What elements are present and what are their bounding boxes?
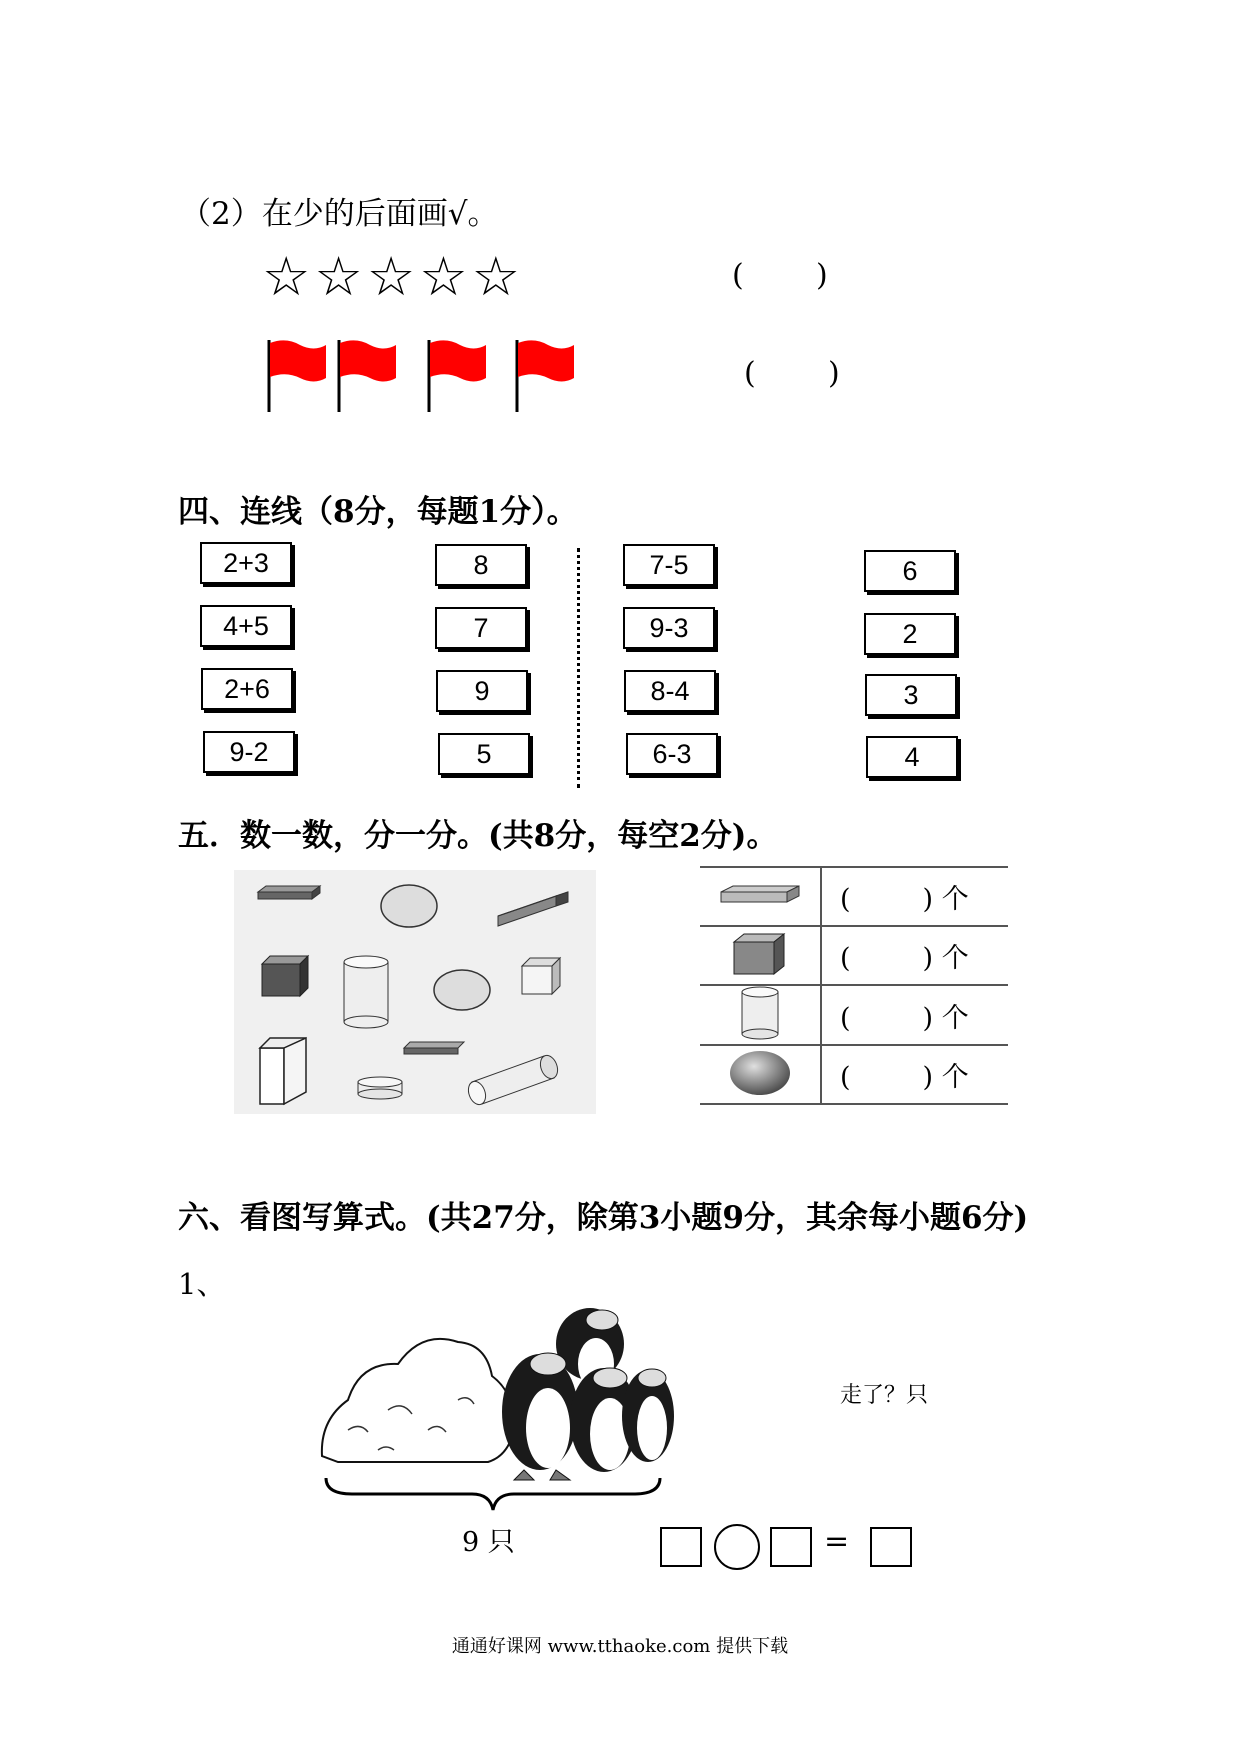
cylinder-icon bbox=[344, 956, 388, 1028]
stars-answer-paren-close: ) bbox=[816, 258, 828, 293]
section4-title: 四、连线（8分，每题1分）。 bbox=[178, 494, 578, 530]
cylinder-short-icon bbox=[358, 1077, 402, 1099]
count-unit: 个 bbox=[941, 884, 969, 915]
section6-title: 六、看图写算式。(共27分，除第3小题9分，其余每小题6分) bbox=[178, 1200, 1029, 1236]
answer-box[interactable]: 6 bbox=[864, 550, 956, 592]
cube-icon bbox=[262, 956, 308, 996]
count-paren-close: ) bbox=[922, 943, 934, 974]
count-paren-open: ( bbox=[840, 943, 851, 974]
answer-box[interactable]: 7 bbox=[435, 607, 527, 649]
flags-answer-paren-close: ) bbox=[828, 356, 840, 391]
flag-icon bbox=[266, 340, 328, 412]
expr-box[interactable]: 4+5 bbox=[200, 605, 292, 647]
count-row bbox=[700, 926, 1008, 985]
count-unit: 个 bbox=[941, 943, 969, 974]
cylinder-lying-icon bbox=[465, 1053, 560, 1107]
expr-box[interactable]: 9-3 bbox=[623, 607, 715, 649]
answer-box[interactable]: 5 bbox=[438, 733, 530, 775]
count-paren-close: ) bbox=[922, 884, 934, 915]
answer-box[interactable]: 9 bbox=[436, 670, 528, 712]
answer-square[interactable] bbox=[870, 1527, 912, 1567]
stars-answer-paren-open: ( bbox=[732, 258, 744, 293]
cylinder-icon bbox=[738, 986, 782, 1040]
footer-text: 通通好课网 www.tthaoke.com 提供下载 bbox=[451, 1636, 789, 1657]
cuboid-long-icon bbox=[498, 892, 568, 926]
flag-icon bbox=[426, 340, 488, 412]
flag-icon bbox=[514, 340, 576, 412]
expr-box[interactable]: 2+6 bbox=[201, 668, 293, 710]
count-paren-open: ( bbox=[840, 1062, 851, 1093]
curly-brace bbox=[322, 1476, 664, 1512]
penguin-icon bbox=[502, 1353, 578, 1480]
penguins-snow-illustration bbox=[318, 1280, 678, 1484]
divider-dashed bbox=[577, 548, 580, 788]
count-paren-close: ) bbox=[922, 1062, 934, 1093]
flag-icon bbox=[336, 340, 398, 412]
expr-box[interactable]: 6-3 bbox=[626, 733, 718, 775]
expr-box[interactable]: 7-5 bbox=[623, 544, 715, 586]
count-paren-open: ( bbox=[840, 884, 851, 915]
sphere-icon bbox=[727, 1048, 793, 1098]
cuboid-tall-icon bbox=[260, 1038, 306, 1104]
count-paren-open: ( bbox=[840, 1002, 851, 1034]
count-row bbox=[700, 1045, 1008, 1104]
count-row bbox=[700, 985, 1008, 1045]
cuboid-flat-icon bbox=[258, 886, 320, 899]
expr-box[interactable]: 2+3 bbox=[200, 542, 292, 584]
cube-icon bbox=[522, 958, 560, 994]
cuboid-flat-icon bbox=[404, 1042, 464, 1054]
answer-box[interactable]: 4 bbox=[866, 736, 958, 778]
answer-box[interactable]: 3 bbox=[865, 674, 957, 716]
answer-box[interactable]: 2 bbox=[864, 613, 956, 655]
problem-number: 1、 bbox=[178, 1267, 226, 1301]
sphere-icon bbox=[381, 885, 437, 927]
operator-circle[interactable] bbox=[714, 1524, 760, 1570]
count-unit: 个 bbox=[941, 1062, 969, 1093]
count-paren-close: ) bbox=[922, 1002, 934, 1034]
question-label: 走了？只 bbox=[840, 1383, 929, 1408]
penguin-icon bbox=[622, 1369, 674, 1462]
count-row bbox=[700, 867, 1008, 926]
count-unit: 个 bbox=[941, 1002, 969, 1034]
equals-sign: = bbox=[824, 1524, 850, 1559]
sphere-icon bbox=[434, 970, 490, 1010]
cuboid-flat-icon bbox=[715, 880, 805, 910]
answer-square[interactable] bbox=[770, 1527, 812, 1567]
expr-box[interactable]: 8-4 bbox=[624, 670, 716, 712]
stars-row: ☆☆☆☆☆ bbox=[262, 245, 525, 308]
part2-title: （2）在少的后面画√。 bbox=[180, 196, 499, 232]
total-label: 9 只 bbox=[462, 1527, 515, 1558]
count-table bbox=[700, 866, 1008, 1105]
answer-square[interactable] bbox=[660, 1527, 702, 1567]
answer-box[interactable]: 8 bbox=[435, 544, 527, 586]
section5-title: 五．数一数，分一分。(共8分，每空2分)。 bbox=[178, 818, 778, 854]
cube-icon bbox=[728, 930, 792, 978]
flags-answer-paren-open: ( bbox=[744, 356, 756, 391]
shapes-panel bbox=[234, 870, 596, 1114]
expr-box[interactable]: 9-2 bbox=[203, 731, 295, 773]
